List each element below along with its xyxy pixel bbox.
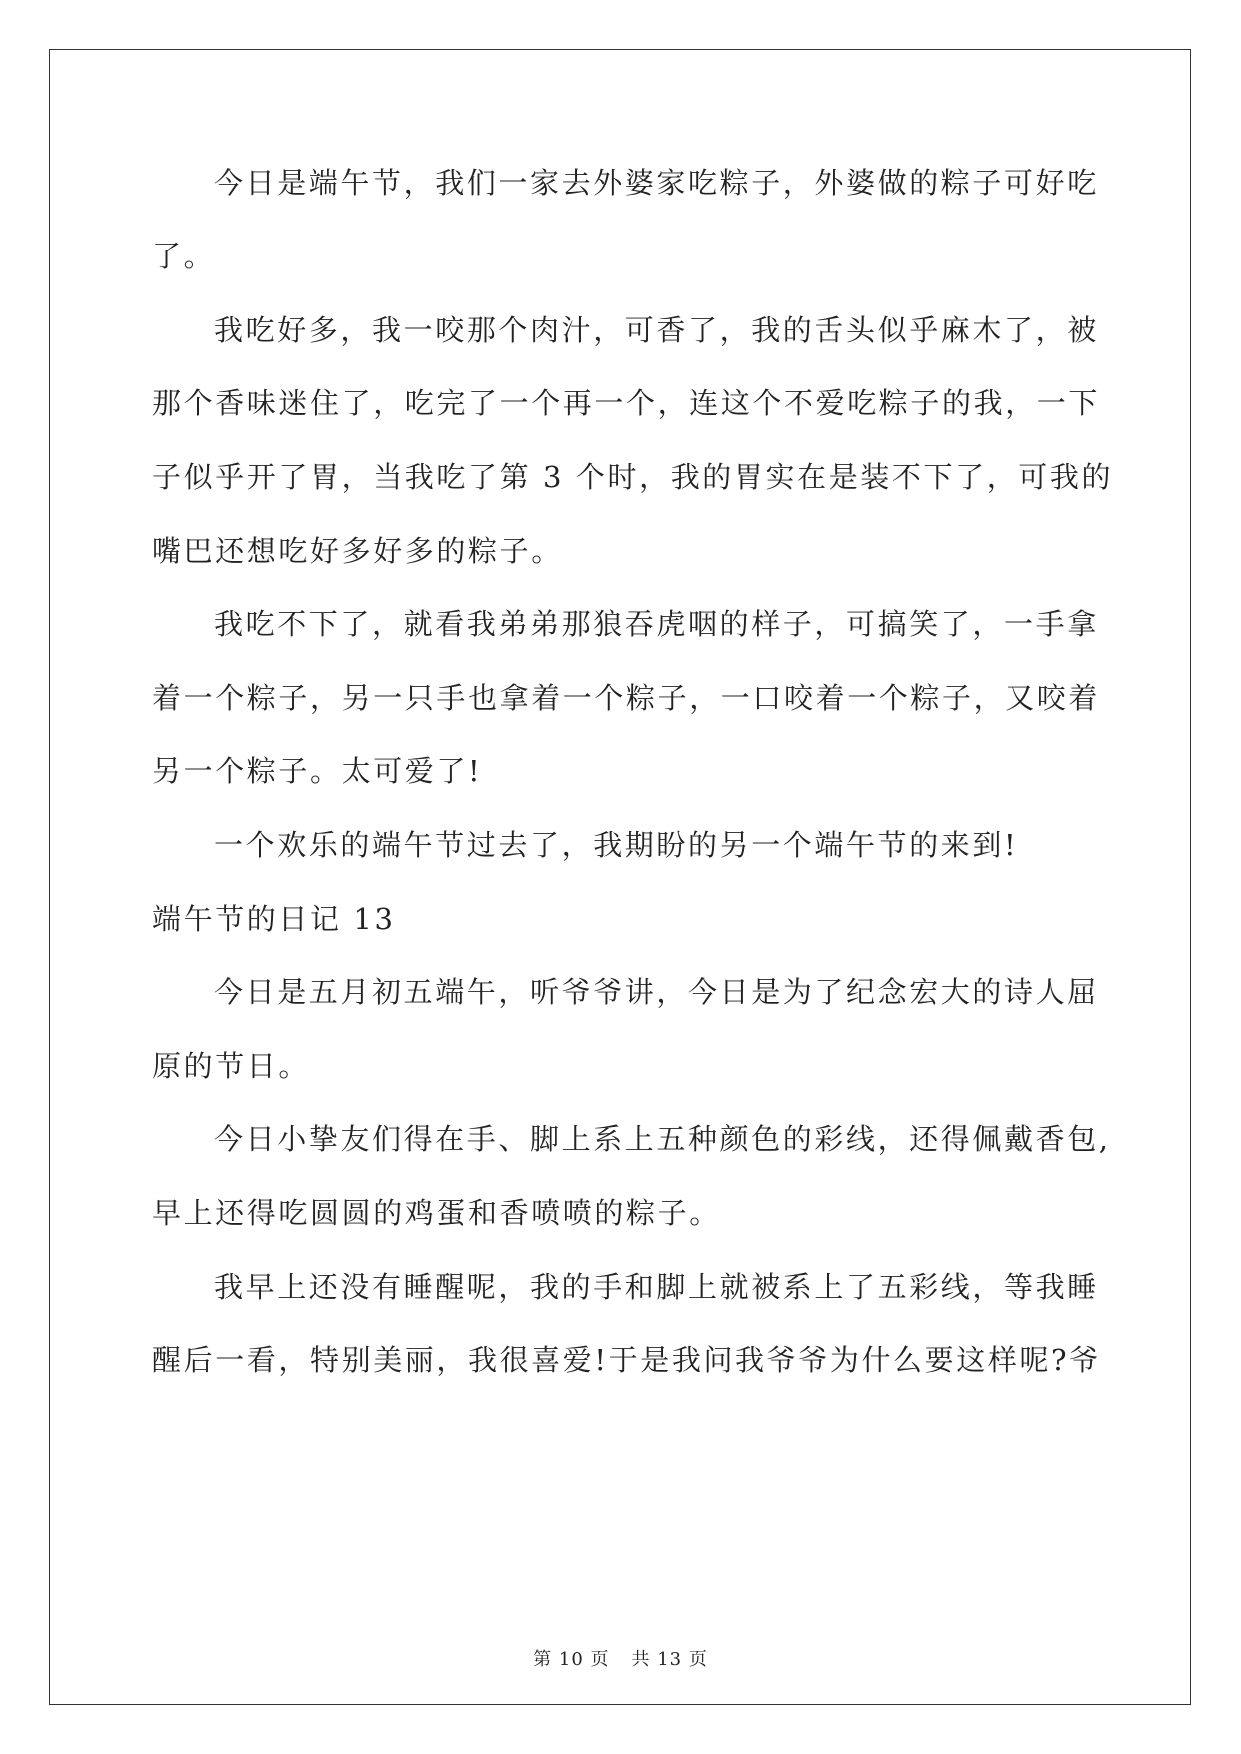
section-heading: 端午节的日记 13 (152, 902, 396, 936)
paragraph-line: 那个香味迷住了，吃完了一个再一个，连这个不爱吃粽子的我，一下 (152, 386, 1101, 420)
page-number-current: 第 10 页 (533, 1649, 610, 1670)
paragraph-line: 今日是端午节，我们一家去外婆家吃粽子，外婆做的粽子可好吃 (214, 166, 1099, 200)
paragraph-line: 一个欢乐的端午节过去了，我期盼的另一个端午节的来到! (214, 828, 1019, 862)
paragraph-line: 今日小挚友们得在手、脚上系上五种颜色的彩线，还得佩戴香包, (214, 1122, 1111, 1156)
paragraph-line: 今日是五月初五端午，听爷爷讲，今日是为了纪念宏大的诗人屈 (214, 975, 1099, 1009)
paragraph-line: 原的节日。 (152, 1049, 311, 1083)
page-number-total: 共 13 页 (631, 1649, 708, 1670)
paragraph-line: 嘴巴还想吃好多好多的粽子。 (152, 534, 563, 568)
paragraph-line: 醒后一看，特别美丽，我很喜爱!于是我问我爷爷为什么要这样呢?爷 (152, 1343, 1101, 1377)
paragraph-line: 子似乎开了胃，当我吃了第 3 个时，我的胃实在是装不下了，可我的 (152, 460, 1114, 494)
paragraph-line: 我吃不下了，就看我弟弟那狼吞虎咽的样子，可搞笑了，一手拿 (214, 607, 1099, 641)
page-footer (0, 1648, 1241, 1672)
paragraph-line: 另一个粽子。太可爱了! (152, 754, 483, 788)
paragraph-line: 我早上还没有睡醒呢，我的手和脚上就被系上了五彩线，等我睡 (214, 1270, 1099, 1304)
paragraph-line: 早上还得吃圆圆的鸡蛋和香喷喷的粽子。 (152, 1196, 721, 1230)
paragraph-line: 我吃好多，我一咬那个肉汁，可香了，我的舌头似乎麻木了，被 (214, 313, 1099, 347)
paragraph-line: 着一个粽子，另一只手也拿着一个粽子，一口咬着一个粽子，又咬着 (152, 681, 1101, 715)
paragraph-line: 了。 (152, 239, 216, 273)
page-border (49, 49, 1191, 1705)
